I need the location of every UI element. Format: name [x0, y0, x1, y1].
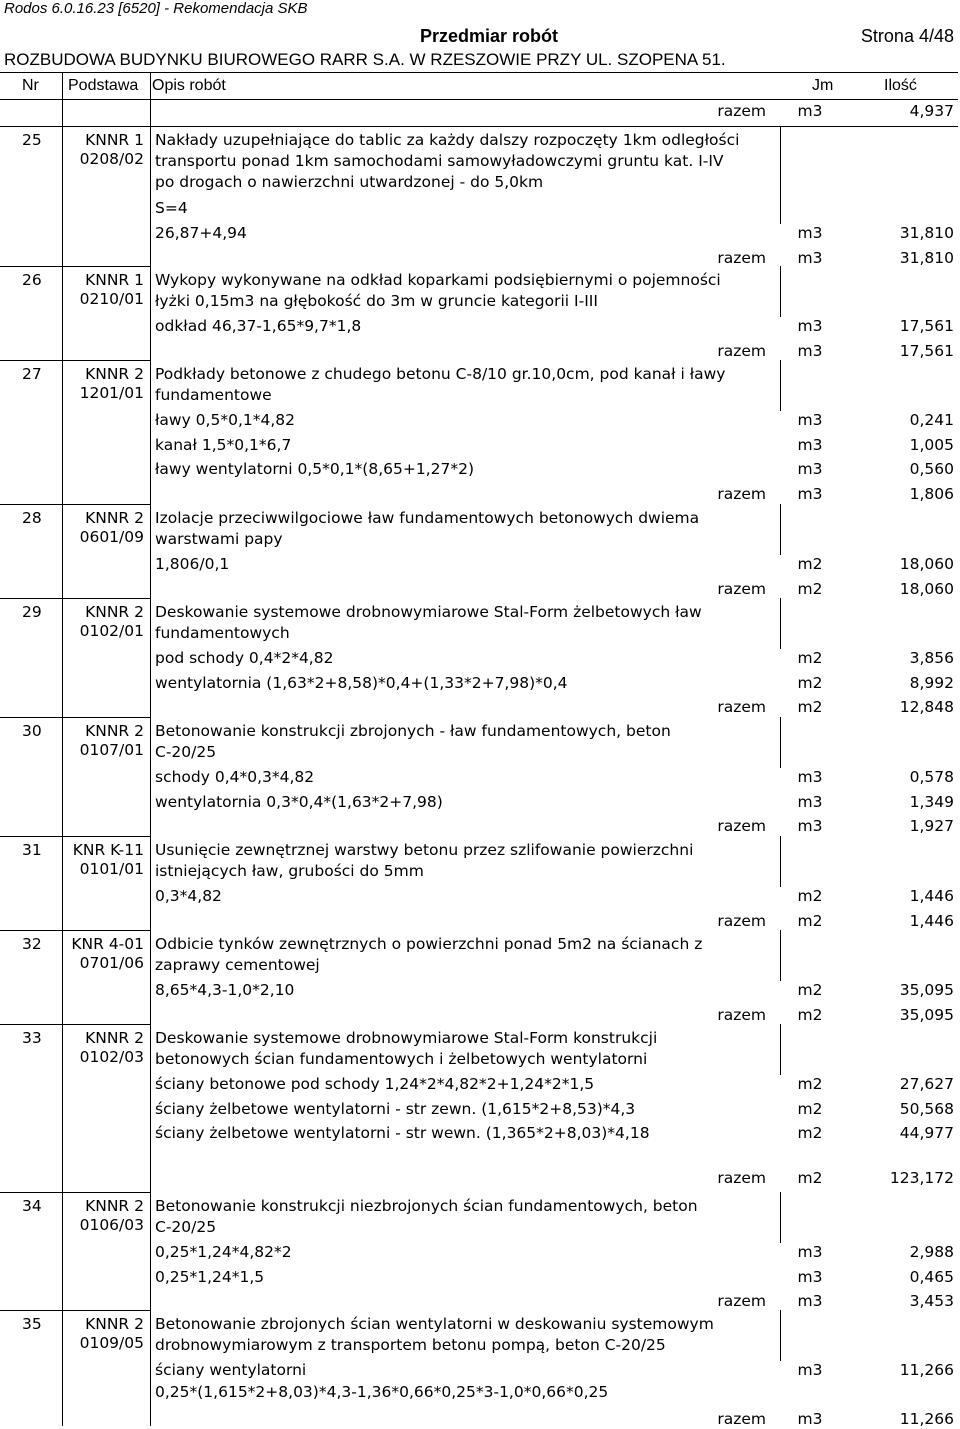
rule-line: [62, 1192, 63, 1310]
page-number: Strona 4/48: [860, 26, 954, 46]
rule-line: [780, 504, 781, 555]
rule-line: [150, 126, 151, 266]
unit-cell: m2: [797, 579, 823, 598]
calculation-line: 0,25*(1,615*2+8,03)*4,3-1,36*0,66*0,25*3-1,0*0,66*0,25: [155, 1382, 609, 1401]
unit-cell: m3: [797, 1361, 823, 1379]
item-number: 35: [22, 1315, 42, 1333]
quantity-cell: 0,241: [909, 411, 954, 429]
rule-line: [62, 598, 63, 717]
description-line: fundamentowych: [155, 624, 290, 642]
item-number: 29: [22, 603, 42, 621]
calculation-line: ściany żelbetowe wentylatorni - str wewn. (1,365*2+8,03)*4,18: [155, 1124, 650, 1142]
item-number: 28: [22, 509, 42, 527]
header-ilosc: Ilość: [884, 77, 917, 94]
quantity-cell: 11,266: [899, 1361, 954, 1379]
rule-line: [0, 598, 150, 599]
header-nr: Nr: [22, 77, 39, 94]
rule-line: [62, 1310, 63, 1426]
unit-cell: m3: [797, 341, 823, 360]
unit-cell: m3: [797, 792, 823, 811]
rule-line: [150, 504, 151, 598]
basis-code: KNNR 2: [85, 1315, 144, 1333]
description-line: fundamentowe: [155, 386, 272, 404]
description-line: Deskowanie systemowe drobnowymiarowe Stal-Form żelbetowych ław: [155, 603, 702, 621]
basis-code: 0109/05: [79, 1334, 144, 1352]
basis-code: KNNR 2: [85, 509, 144, 527]
total-label: razem: [717, 911, 766, 930]
calculation-line: 26,87+4,94: [155, 224, 247, 242]
unit-cell: m2: [797, 887, 823, 905]
item-number: 27: [22, 365, 42, 383]
rule-line: [150, 930, 151, 1024]
quantity-cell: 11,266: [899, 1409, 954, 1428]
rule-line: [0, 930, 150, 931]
calculation-line: ławy 0,5*0,1*4,82: [155, 411, 295, 429]
rule-line: [62, 930, 63, 1024]
unit-cell: m3: [797, 1267, 823, 1286]
quantity-cell: 0,560: [909, 460, 954, 478]
total-label: razem: [717, 817, 766, 835]
basis-code: 1201/01: [79, 384, 144, 402]
rule-line: [150, 72, 151, 126]
description-line: transportu ponad 1km samochodami samowyładowczymi gruntu kat. I-IV: [155, 152, 724, 170]
basis-code: 0210/01: [79, 290, 144, 308]
quantity-cell: 27,627: [899, 1075, 954, 1093]
quantity-cell: 0,578: [909, 768, 954, 786]
unit-cell: m3: [797, 1292, 823, 1310]
item-number: 32: [22, 935, 42, 953]
quantity-cell: 1,446: [909, 887, 954, 905]
total-label: razem: [717, 698, 766, 716]
description-line: łyżki 0,15m3 na głębokość do 3m w gruncie kategorii I-III: [155, 292, 598, 310]
unit-cell: m2: [797, 649, 823, 667]
rule-line: [0, 360, 150, 361]
rule-line: [150, 266, 151, 360]
rule-line: [0, 266, 150, 267]
unit-cell: m3: [797, 484, 823, 503]
total-label: razem: [717, 341, 766, 360]
description-line: Izolacje przeciwwilgociowe ław fundamentowych betonowych dwiema: [155, 509, 700, 527]
rule-line: [150, 1024, 151, 1192]
basis-code: KNNR 2: [85, 603, 144, 621]
rule-line: [62, 360, 63, 504]
total-label: razem: [717, 1292, 766, 1310]
description-line: Odbicie tynków zewnętrznych o powierzchni ponad 5m2 na ścianach z: [155, 935, 703, 953]
rule-line: [62, 126, 63, 266]
rule-line: [62, 266, 63, 360]
basis-code: KNR 4-01: [71, 935, 144, 953]
basis-code: KNNR 2: [85, 365, 144, 383]
header-jm: Jm: [812, 77, 834, 94]
description-line: C-20/25: [155, 743, 217, 761]
rule-line: [780, 930, 781, 981]
rule-line: [150, 717, 151, 836]
description-line: betonowych ścian fundamentowych i żelbetowych wentylatorni: [155, 1050, 648, 1068]
quantity-cell: 31,810: [899, 224, 954, 242]
description-line: Betonowanie zbrojonych ścian wentylatorni w deskowaniu systemowym: [155, 1315, 714, 1333]
description-line: Usunięcie zewnętrznej warstwy betonu przez szlifowanie powierzchni: [155, 841, 694, 859]
basis-code: KNNR 1: [85, 271, 144, 289]
rule-line: [62, 836, 63, 930]
description-line: Betonowanie konstrukcji niezbrojonych ścian fundamentowych, beton: [155, 1197, 698, 1215]
quantity-cell: 31,810: [899, 248, 954, 267]
total-label: razem: [717, 1005, 766, 1024]
rule-line: [780, 1192, 781, 1243]
description-line: Betonowanie konstrukcji zbrojonych - ław fundamentowych, beton: [155, 722, 671, 740]
description-line: po drogach o nawierzchni utwardzonej - do 5,0km: [155, 173, 544, 191]
item-number: 34: [22, 1197, 42, 1215]
unit-cell: m2: [797, 981, 823, 999]
quantity-cell: 123,172: [889, 1168, 954, 1187]
rule-line: [780, 598, 781, 649]
unit-cell: m2: [797, 1099, 823, 1118]
basis-code: KNNR 2: [85, 1029, 144, 1047]
unit-cell: m2: [797, 698, 823, 716]
item-number: 33: [22, 1029, 42, 1047]
description-line: zaprawy cementowej: [155, 956, 320, 974]
unit-cell: m2: [797, 1168, 823, 1187]
unit-cell: m3: [797, 1409, 823, 1428]
total-label: razem: [717, 484, 766, 503]
unit-cell: m3: [797, 1243, 823, 1261]
quantity-cell: 3,453: [909, 1292, 954, 1310]
unit-cell: m2: [797, 1005, 823, 1024]
unit-cell: m2: [797, 1124, 823, 1142]
quantity-cell: 3,856: [909, 649, 954, 667]
rule-line: [62, 717, 63, 836]
description-line: warstwami papy: [155, 530, 283, 548]
basis-code: 0102/03: [79, 1048, 144, 1066]
unit-cell: m3: [797, 317, 823, 335]
unit-cell: m2: [797, 673, 823, 692]
rule-line: [0, 1192, 150, 1193]
item-number: 30: [22, 722, 42, 740]
total-label: razem: [717, 579, 766, 598]
unit-cell: m2: [797, 1075, 823, 1093]
description-line: Nakłady uzupełniające do tablic za każdy dalszy rozpoczęty 1km odległości: [155, 131, 740, 149]
quantity-cell: 1,806: [909, 484, 954, 503]
quantity-cell: 17,561: [899, 317, 954, 335]
basis-code: 0101/01: [79, 860, 144, 878]
total-label: razem: [717, 1409, 766, 1428]
calculation-line: ściany żelbetowe wentylatorni - str zewn. (1,615*2+8,53)*4,3: [155, 1099, 636, 1118]
calculation-line: 1,806/0,1: [155, 555, 230, 573]
rule-line: [0, 1310, 150, 1311]
rule-line: [150, 836, 151, 930]
basis-code: KNNR 2: [85, 722, 144, 740]
rule-line: [62, 1024, 63, 1192]
total-label: razem: [717, 102, 766, 120]
total-label: razem: [717, 1168, 766, 1187]
rule-line: [62, 504, 63, 598]
unit-cell: m2: [797, 555, 823, 573]
calculation-line: 0,3*4,82: [155, 887, 222, 905]
rule-line: [0, 126, 958, 127]
header-opis: Opis robót: [152, 77, 226, 94]
quantity-cell: 12,848: [899, 698, 954, 716]
rule-line: [780, 266, 781, 317]
rule-line: [0, 836, 150, 837]
quantity-cell: 44,977: [899, 1124, 954, 1142]
unit-cell: m2: [797, 911, 823, 930]
rule-line: [0, 717, 150, 718]
quantity-cell: 50,568: [899, 1099, 954, 1118]
rule-line: [780, 126, 781, 224]
rule-line: [150, 360, 151, 504]
description-line: drobnowymiarowym z transportem betonu pompą, beton C-20/25: [155, 1336, 666, 1354]
rule-line: [62, 72, 63, 126]
unit-cell: m3: [797, 460, 823, 478]
rule-line: [150, 1192, 151, 1310]
calculation-line: 0,25*1,24*1,5: [155, 1267, 265, 1286]
calculation-line: ściany wentylatorni: [155, 1361, 307, 1379]
unit-cell: m3: [797, 817, 823, 835]
rule-line: [780, 360, 781, 411]
basis-code: 0208/02: [79, 150, 144, 168]
calculation-line: kanał 1,5*0,1*6,7: [155, 435, 292, 454]
document-title: Przedmiar robót: [420, 26, 559, 46]
quantity-cell: 8,992: [909, 673, 954, 692]
project-title: ROZBUDOWA BUDYNKU BIUROWEGO RARR S.A. W RZESZOWIE PRZY UL. SZOPENA 51.: [4, 50, 726, 69]
basis-code: 0106/03: [79, 1216, 144, 1234]
rule-line: [780, 1024, 781, 1075]
description-line: istniejących ław, grubości do 5mm: [155, 862, 424, 880]
description-line: C-20/25: [155, 1218, 217, 1236]
quantity-cell: 35,095: [899, 1005, 954, 1024]
rule-line: [150, 598, 151, 717]
quantity-cell: 2,988: [909, 1243, 954, 1261]
rule-line: [150, 1310, 151, 1426]
basis-code: KNR K-11: [72, 841, 144, 859]
quantity-cell: 0,465: [909, 1267, 954, 1286]
item-number: 26: [22, 271, 42, 289]
unit-cell: m3: [797, 248, 823, 267]
unit-cell: m3: [797, 768, 823, 786]
unit-cell: m3: [797, 435, 823, 454]
calculation-line: ściany betonowe pod schody 1,24*2*4,82*2+1,24*2*1,5: [155, 1075, 595, 1093]
total-label: razem: [717, 248, 766, 267]
rule-line: [0, 504, 150, 505]
basis-code: KNNR 2: [85, 1197, 144, 1215]
unit-cell: m3: [797, 224, 823, 242]
quantity-cell: 1,927: [909, 817, 954, 835]
rule-line: [0, 1024, 150, 1025]
description-line: Wykopy wykonywane na odkład koparkami podsiębiernymi o pojemności: [155, 271, 721, 289]
unit-cell: m3: [797, 411, 823, 429]
rule-line: [780, 1310, 781, 1361]
calculation-line: wentylatornia 0,3*0,4*(1,63*2+7,98): [155, 792, 443, 811]
basis-code: 0601/09: [79, 528, 144, 546]
calculation-line: 0,25*1,24*4,82*2: [155, 1243, 292, 1261]
calculation-line: wentylatornia (1,63*2+8,58)*0,4+(1,33*2+7,98)*0,4: [155, 673, 568, 692]
calculation-line: ławy wentylatorni 0,5*0,1*(8,65+1,27*2): [155, 460, 475, 478]
item-number: 31: [22, 841, 42, 859]
app-line: Rodos 6.0.16.23 [6520] - Rekomendacja SKB: [4, 0, 308, 17]
quantity-cell: 1,446: [909, 911, 954, 930]
unit-cell: m3: [797, 102, 823, 120]
calculation-line: schody 0,4*0,3*4,82: [155, 768, 315, 786]
quantity-cell: 4,937: [909, 102, 954, 120]
quantity-cell: 17,561: [899, 341, 954, 360]
calculation-line: odkład 46,37-1,65*9,7*1,8: [155, 317, 362, 335]
basis-code: KNNR 1: [85, 131, 144, 149]
quantity-cell: 18,060: [899, 555, 954, 573]
table-header: [0, 72, 958, 100]
basis-code: 0102/01: [79, 622, 144, 640]
item-number: 25: [22, 131, 42, 149]
quantity-cell: 1,005: [909, 435, 954, 454]
header-podstawa: Podstawa: [68, 77, 139, 94]
quantity-cell: 1,349: [909, 792, 954, 811]
basis-code: 0701/06: [79, 954, 144, 972]
description-line: Deskowanie systemowe drobnowymiarowe Stal-Form konstrukcji: [155, 1029, 658, 1047]
basis-code: 0107/01: [79, 741, 144, 759]
quantity-cell: 18,060: [899, 579, 954, 598]
calculation-line: 8,65*4,3-1,0*2,10: [155, 981, 295, 999]
description-line: Podkłady betonowe z chudego betonu C-8/10 gr.10,0cm, pod kanał i ławy: [155, 365, 726, 383]
quantity-cell: 35,095: [899, 981, 954, 999]
description-line: S=4: [155, 199, 188, 217]
rule-line: [780, 836, 781, 887]
rule-line: [780, 717, 781, 768]
calculation-line: pod schody 0,4*2*4,82: [155, 649, 334, 667]
